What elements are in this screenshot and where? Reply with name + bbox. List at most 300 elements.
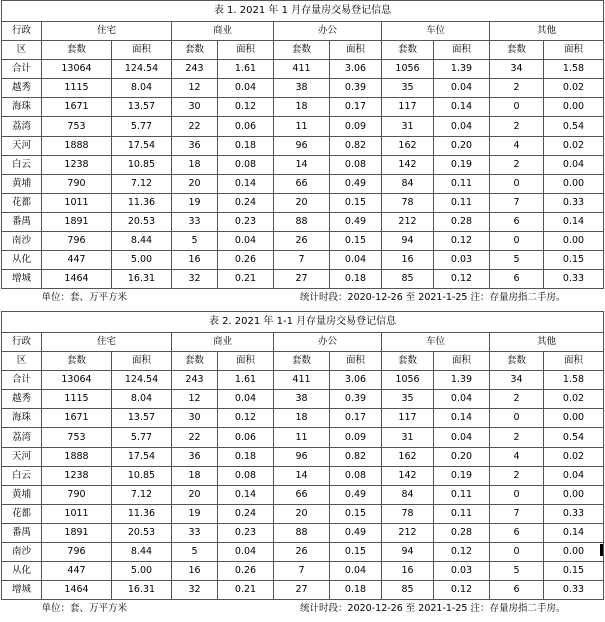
value-cell: 27 — [274, 581, 330, 600]
value-cell: 16 — [172, 562, 218, 581]
count-header: 套数 — [42, 352, 112, 371]
value-cell: 2 — [490, 155, 544, 174]
value-cell: 0.18 — [218, 447, 274, 466]
count-header: 套数 — [382, 41, 434, 60]
value-cell: 31 — [382, 428, 434, 447]
value-cell: 22 — [172, 117, 218, 136]
area-header: 面积 — [218, 352, 274, 371]
value-cell: 2 — [490, 117, 544, 136]
value-cell: 11.36 — [112, 193, 172, 212]
group-header-office: 办公 — [274, 22, 382, 41]
value-cell: 1888 — [42, 447, 112, 466]
value-cell: 0.08 — [218, 155, 274, 174]
value-cell: 142 — [382, 466, 434, 485]
value-cell: 34 — [490, 60, 544, 79]
value-cell: 1056 — [382, 60, 434, 79]
value-cell: 16.31 — [112, 270, 172, 289]
value-cell: 0.14 — [544, 212, 604, 231]
table-title: 表 2. 2021 年 1-1 月存量房交易登记信息 — [2, 312, 604, 333]
value-cell: 0.15 — [330, 504, 382, 523]
transaction-table-2 — [1, 311, 604, 618]
district-name-cell: 增城 — [2, 581, 42, 600]
value-cell: 6 — [490, 212, 544, 231]
value-cell: 1011 — [42, 193, 112, 212]
value-cell: 0.04 — [218, 232, 274, 251]
group-header-commercial: 商业 — [172, 22, 274, 41]
value-cell: 66 — [274, 485, 330, 504]
value-cell: 13064 — [42, 371, 112, 390]
value-cell: 5 — [490, 562, 544, 581]
table-footer — [2, 289, 604, 308]
value-cell: 1891 — [42, 212, 112, 231]
district-row — [2, 251, 604, 270]
footer-unit: 单位：套、万平方米 — [41, 603, 128, 615]
value-cell: 0.23 — [218, 523, 274, 542]
value-cell: 14 — [274, 466, 330, 485]
value-cell: 33 — [172, 523, 218, 542]
value-cell: 33 — [172, 212, 218, 231]
value-cell: 243 — [172, 60, 218, 79]
value-cell: 447 — [42, 251, 112, 270]
count-header: 套数 — [274, 352, 330, 371]
value-cell: 212 — [382, 523, 434, 542]
district-name-cell: 荔湾 — [2, 428, 42, 447]
value-cell: 0.02 — [544, 447, 604, 466]
district-name-cell: 越秀 — [2, 79, 42, 98]
total-row — [2, 371, 604, 390]
value-cell: 30 — [172, 409, 218, 428]
value-cell: 447 — [42, 562, 112, 581]
value-cell: 10.85 — [112, 155, 172, 174]
table-2-section — [1, 311, 603, 618]
district-row — [2, 504, 604, 523]
value-cell: 0.49 — [330, 212, 382, 231]
value-cell: 0.19 — [434, 466, 490, 485]
area-header: 面积 — [330, 352, 382, 371]
table-title: 表 1. 2021 年 1 月存量房交易登记信息 — [2, 1, 604, 22]
value-cell: 38 — [274, 79, 330, 98]
value-cell: 0.20 — [434, 136, 490, 155]
value-cell: 0.21 — [218, 270, 274, 289]
value-cell: 0.26 — [218, 251, 274, 270]
value-cell: 0.12 — [434, 232, 490, 251]
value-cell: 2 — [490, 390, 544, 409]
value-cell: 0.00 — [544, 409, 604, 428]
value-cell: 1056 — [382, 371, 434, 390]
district-name-cell: 海珠 — [2, 98, 42, 117]
value-cell: 18 — [172, 155, 218, 174]
value-cell: 0.06 — [218, 117, 274, 136]
value-cell: 0.14 — [434, 409, 490, 428]
value-cell: 0.04 — [544, 155, 604, 174]
value-cell: 0.12 — [434, 543, 490, 562]
value-cell: 96 — [274, 447, 330, 466]
district-row — [2, 155, 604, 174]
value-cell: 20 — [274, 504, 330, 523]
value-cell: 4 — [490, 447, 544, 466]
district-row — [2, 562, 604, 581]
district-name-cell: 天河 — [2, 447, 42, 466]
value-cell: 0.24 — [218, 504, 274, 523]
value-cell: 0.49 — [330, 523, 382, 542]
value-cell: 0.08 — [330, 155, 382, 174]
value-cell: 0.04 — [434, 390, 490, 409]
value-cell: 13064 — [42, 60, 112, 79]
value-cell: 0.04 — [218, 79, 274, 98]
value-cell: 162 — [382, 447, 434, 466]
value-cell: 6 — [490, 523, 544, 542]
district-name-cell: 从化 — [2, 251, 42, 270]
value-cell: 22 — [172, 428, 218, 447]
value-cell: 0.14 — [544, 523, 604, 542]
group-header-residential: 住宅 — [42, 22, 172, 41]
value-cell: 0.11 — [434, 174, 490, 193]
value-cell: 753 — [42, 117, 112, 136]
value-cell: 19 — [172, 504, 218, 523]
value-cell: 85 — [382, 270, 434, 289]
value-cell: 0 — [490, 98, 544, 117]
value-cell: 8.04 — [112, 79, 172, 98]
district-row — [2, 212, 604, 231]
district-name-cell: 白云 — [2, 466, 42, 485]
count-header: 套数 — [172, 352, 218, 371]
value-cell: 0 — [490, 174, 544, 193]
district-name-cell: 黄埔 — [2, 174, 42, 193]
value-cell: 0.00 — [544, 174, 604, 193]
value-cell: 3.06 — [330, 371, 382, 390]
value-cell: 790 — [42, 485, 112, 504]
value-cell: 6 — [490, 270, 544, 289]
district-name-cell: 荔湾 — [2, 117, 42, 136]
value-cell: 1115 — [42, 390, 112, 409]
value-cell: 78 — [382, 193, 434, 212]
value-cell: 5.00 — [112, 562, 172, 581]
group-header-parking: 车位 — [382, 333, 490, 352]
district-row — [2, 232, 604, 251]
group-header-other: 其他 — [490, 22, 604, 41]
value-cell: 0.12 — [218, 409, 274, 428]
footer-unit: 单位：套、万平方米 — [41, 292, 128, 304]
district-header-bottom: 区 — [2, 352, 42, 371]
value-cell: 0.12 — [218, 98, 274, 117]
area-header: 面积 — [112, 352, 172, 371]
value-cell: 13.57 — [112, 409, 172, 428]
value-cell: 7 — [274, 251, 330, 270]
table-1-section — [1, 0, 603, 307]
district-name-cell: 花都 — [2, 504, 42, 523]
value-cell: 0.09 — [330, 428, 382, 447]
value-cell: 0.02 — [544, 136, 604, 155]
value-cell: 32 — [172, 581, 218, 600]
value-cell: 2 — [490, 428, 544, 447]
district-name-cell: 番禺 — [2, 212, 42, 231]
value-cell: 0.15 — [544, 562, 604, 581]
value-cell: 12 — [172, 79, 218, 98]
value-cell: 84 — [382, 485, 434, 504]
value-cell: 796 — [42, 543, 112, 562]
district-name-cell: 增城 — [2, 270, 42, 289]
value-cell: 20 — [172, 174, 218, 193]
value-cell: 11 — [274, 428, 330, 447]
value-cell: 19 — [172, 193, 218, 212]
value-cell: 0.00 — [544, 232, 604, 251]
value-cell: 1464 — [42, 581, 112, 600]
value-cell: 13.57 — [112, 98, 172, 117]
district-row — [2, 485, 604, 504]
value-cell: 0 — [490, 232, 544, 251]
footer-note: 注：存量房指二手房。 — [470, 603, 566, 615]
value-cell: 20 — [172, 485, 218, 504]
value-cell: 1011 — [42, 504, 112, 523]
value-cell: 27 — [274, 270, 330, 289]
value-cell: 0.33 — [544, 193, 604, 212]
district-row — [2, 390, 604, 409]
district-name-cell: 花都 — [2, 193, 42, 212]
area-header: 面积 — [218, 41, 274, 60]
district-row — [2, 193, 604, 212]
area-header: 面积 — [112, 41, 172, 60]
value-cell: 0.04 — [434, 428, 490, 447]
value-cell: 16 — [382, 251, 434, 270]
value-cell: 0.18 — [218, 136, 274, 155]
district-name-cell: 合计 — [2, 371, 42, 390]
value-cell: 66 — [274, 174, 330, 193]
value-cell: 8.04 — [112, 390, 172, 409]
value-cell: 1.61 — [218, 371, 274, 390]
group-header-commercial: 商业 — [172, 333, 274, 352]
value-cell: 0.49 — [330, 485, 382, 504]
value-cell: 0.00 — [544, 543, 604, 562]
value-cell: 38 — [274, 390, 330, 409]
value-cell: 1464 — [42, 270, 112, 289]
value-cell: 411 — [274, 60, 330, 79]
district-row — [2, 581, 604, 600]
value-cell: 88 — [274, 212, 330, 231]
value-cell: 34 — [490, 371, 544, 390]
value-cell: 26 — [274, 232, 330, 251]
value-cell: 1.58 — [544, 371, 604, 390]
value-cell: 117 — [382, 409, 434, 428]
value-cell: 0.33 — [544, 581, 604, 600]
value-cell: 30 — [172, 98, 218, 117]
value-cell: 20 — [274, 193, 330, 212]
value-cell: 1.61 — [218, 60, 274, 79]
district-name-cell: 越秀 — [2, 390, 42, 409]
district-row — [2, 174, 604, 193]
count-header: 套数 — [382, 352, 434, 371]
value-cell: 0.00 — [544, 485, 604, 504]
value-cell: 0.15 — [330, 232, 382, 251]
count-header: 套数 — [490, 41, 544, 60]
value-cell: 94 — [382, 543, 434, 562]
area-header: 面积 — [544, 352, 604, 371]
value-cell: 1891 — [42, 523, 112, 542]
district-name-cell: 番禺 — [2, 523, 42, 542]
value-cell: 212 — [382, 212, 434, 231]
value-cell: 11 — [274, 117, 330, 136]
count-header: 套数 — [172, 41, 218, 60]
value-cell: 10.85 — [112, 466, 172, 485]
count-header: 套数 — [42, 41, 112, 60]
value-cell: 0.18 — [330, 581, 382, 600]
value-cell: 17.54 — [112, 136, 172, 155]
value-cell: 0.54 — [544, 117, 604, 136]
count-header: 套数 — [274, 41, 330, 60]
district-name-cell: 南沙 — [2, 232, 42, 251]
value-cell: 0 — [490, 409, 544, 428]
value-cell: 14 — [274, 155, 330, 174]
value-cell: 7 — [490, 193, 544, 212]
district-name-cell: 白云 — [2, 155, 42, 174]
value-cell: 16.31 — [112, 581, 172, 600]
value-cell: 96 — [274, 136, 330, 155]
value-cell: 6 — [490, 581, 544, 600]
value-cell: 94 — [382, 232, 434, 251]
value-cell: 0.00 — [544, 98, 604, 117]
value-cell: 0.19 — [434, 155, 490, 174]
value-cell: 20.53 — [112, 523, 172, 542]
value-cell: 0.18 — [330, 270, 382, 289]
value-cell: 1.39 — [434, 60, 490, 79]
value-cell: 0.24 — [218, 193, 274, 212]
value-cell: 0.21 — [218, 581, 274, 600]
table-footer — [2, 600, 604, 619]
group-header-residential: 住宅 — [42, 333, 172, 352]
value-cell: 85 — [382, 581, 434, 600]
table-body — [2, 371, 604, 600]
district-name-cell: 合计 — [2, 60, 42, 79]
value-cell: 0.14 — [218, 485, 274, 504]
value-cell: 3.06 — [330, 60, 382, 79]
district-row — [2, 523, 604, 542]
value-cell: 5 — [172, 232, 218, 251]
value-cell: 1.39 — [434, 371, 490, 390]
value-cell: 0.82 — [330, 447, 382, 466]
value-cell: 1671 — [42, 98, 112, 117]
value-cell: 124.54 — [112, 371, 172, 390]
value-cell: 2 — [490, 79, 544, 98]
value-cell: 0.28 — [434, 212, 490, 231]
district-header-top: 行政 — [2, 22, 42, 41]
value-cell: 4 — [490, 136, 544, 155]
value-cell: 5 — [172, 543, 218, 562]
value-cell: 1238 — [42, 155, 112, 174]
district-name-cell: 南沙 — [2, 543, 42, 562]
value-cell: 11.36 — [112, 504, 172, 523]
group-header-other: 其他 — [490, 333, 604, 352]
value-cell: 411 — [274, 371, 330, 390]
value-cell: 26 — [274, 543, 330, 562]
area-header: 面积 — [434, 352, 490, 371]
district-row — [2, 466, 604, 485]
value-cell: 12 — [172, 390, 218, 409]
value-cell: 0.39 — [330, 390, 382, 409]
text-cursor-mark — [600, 544, 603, 556]
value-cell: 0.15 — [330, 543, 382, 562]
value-cell: 0.15 — [330, 193, 382, 212]
district-row — [2, 409, 604, 428]
value-cell: 36 — [172, 136, 218, 155]
value-cell: 18 — [274, 409, 330, 428]
value-cell: 5.00 — [112, 251, 172, 270]
district-row — [2, 428, 604, 447]
district-name-cell: 从化 — [2, 562, 42, 581]
value-cell: 5 — [490, 251, 544, 270]
value-cell: 0.14 — [434, 98, 490, 117]
area-header: 面积 — [434, 41, 490, 60]
value-cell: 1238 — [42, 466, 112, 485]
value-cell: 0.02 — [544, 79, 604, 98]
district-row — [2, 543, 604, 562]
value-cell: 0.14 — [218, 174, 274, 193]
value-cell: 78 — [382, 504, 434, 523]
value-cell: 0.04 — [330, 251, 382, 270]
value-cell: 88 — [274, 523, 330, 542]
district-row — [2, 79, 604, 98]
value-cell: 0.28 — [434, 523, 490, 542]
value-cell: 1.58 — [544, 60, 604, 79]
count-header: 套数 — [490, 352, 544, 371]
value-cell: 0.04 — [544, 466, 604, 485]
district-name-cell: 海珠 — [2, 409, 42, 428]
value-cell: 7.12 — [112, 485, 172, 504]
footer-period: 统计时段：2020-12-26 至 2021-1-25 — [300, 603, 468, 615]
value-cell: 0.03 — [434, 251, 490, 270]
value-cell: 0.20 — [434, 447, 490, 466]
footer-note: 注：存量房指二手房。 — [470, 292, 566, 304]
value-cell: 0.54 — [544, 428, 604, 447]
value-cell: 0.82 — [330, 136, 382, 155]
value-cell: 8.44 — [112, 543, 172, 562]
district-row — [2, 98, 604, 117]
group-header-office: 办公 — [274, 333, 382, 352]
value-cell: 0.06 — [218, 428, 274, 447]
value-cell: 1671 — [42, 409, 112, 428]
value-cell: 124.54 — [112, 60, 172, 79]
district-header-bottom: 区 — [2, 41, 42, 60]
value-cell: 84 — [382, 174, 434, 193]
value-cell: 16 — [382, 562, 434, 581]
value-cell: 16 — [172, 251, 218, 270]
value-cell: 0.04 — [330, 562, 382, 581]
area-header: 面积 — [544, 41, 604, 60]
value-cell: 0.12 — [434, 581, 490, 600]
value-cell: 20.53 — [112, 212, 172, 231]
value-cell: 0.33 — [544, 270, 604, 289]
value-cell: 35 — [382, 390, 434, 409]
value-cell: 0.11 — [434, 485, 490, 504]
value-cell: 0.26 — [218, 562, 274, 581]
value-cell: 32 — [172, 270, 218, 289]
value-cell: 0.12 — [434, 270, 490, 289]
value-cell: 753 — [42, 428, 112, 447]
table-body — [2, 60, 604, 289]
value-cell: 0.04 — [218, 543, 274, 562]
group-header-parking: 车位 — [382, 22, 490, 41]
value-cell: 0.49 — [330, 174, 382, 193]
total-row — [2, 60, 604, 79]
value-cell: 0.15 — [544, 251, 604, 270]
value-cell: 35 — [382, 79, 434, 98]
value-cell: 0.17 — [330, 409, 382, 428]
transaction-table-1 — [1, 0, 604, 307]
value-cell: 796 — [42, 232, 112, 251]
value-cell: 0 — [490, 485, 544, 504]
value-cell: 5.77 — [112, 428, 172, 447]
value-cell: 0.11 — [434, 504, 490, 523]
value-cell: 7 — [274, 562, 330, 581]
value-cell: 17.54 — [112, 447, 172, 466]
